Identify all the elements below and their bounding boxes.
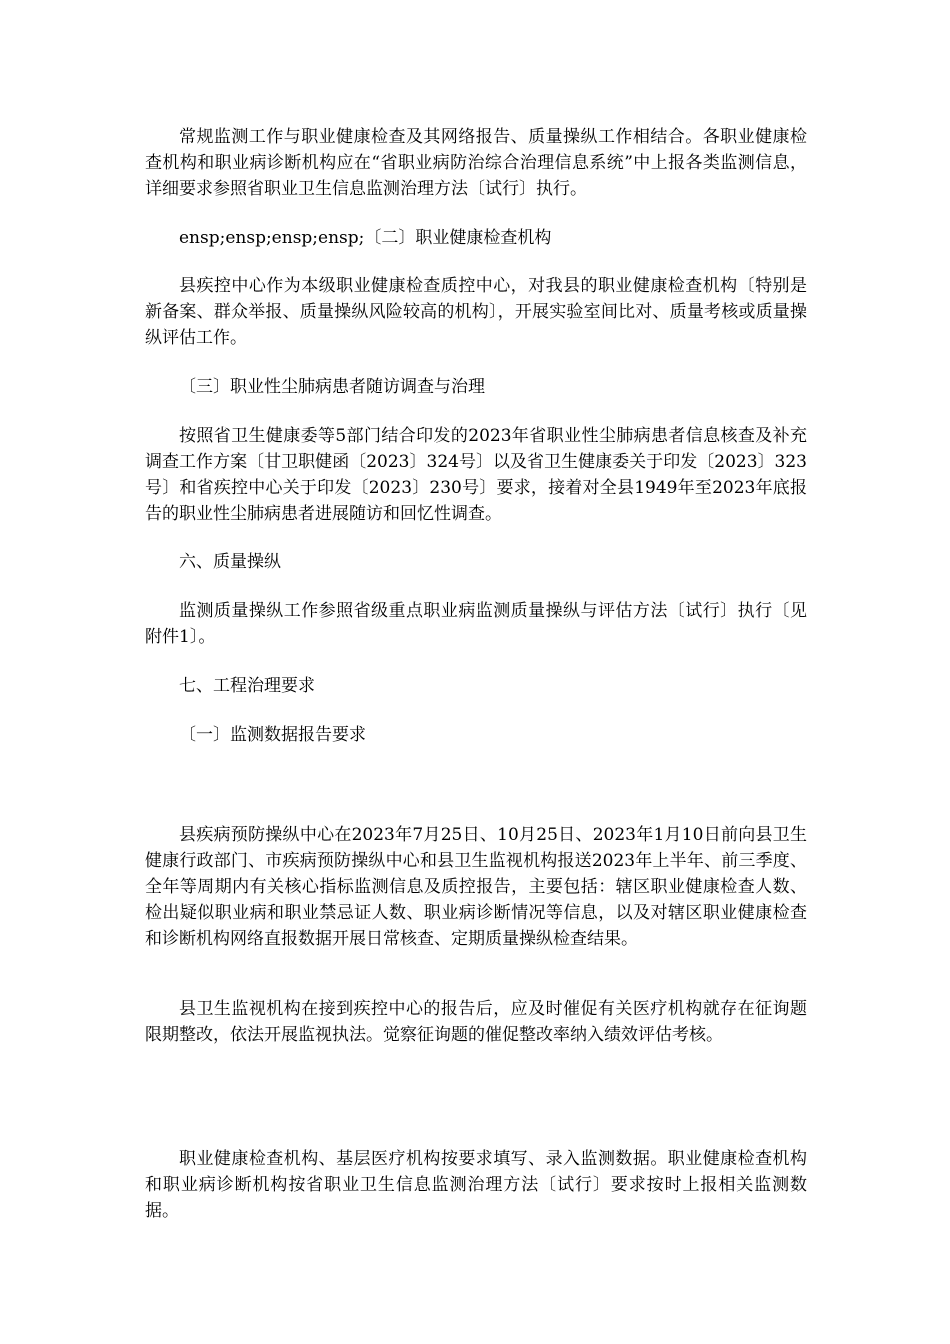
- paragraph-county-cdc-quality-control: 县疾控中心作为本级职业健康检查质控中心，对我县的职业健康检查机构〔特别是新备案、群众举报、质量操纵风险较高的机构〕，开展实验室间比对、质量考核或质量操纵评估工作。: [145, 276, 807, 348]
- heading-occupational-health-exam-institutions: ensp;ensp;ensp;ensp;〔二〕职业健康检查机构: [179, 228, 552, 248]
- paragraph-cdc-reporting-schedule: 县疾病预防操纵中心在2023年7月25日、10月25日、2023年1月10日前向县卫生健康行政部门、市疾病预防操纵中心和县卫生监视机构报送2023年上半年、前三季度、全年等周期内有关核心指标监测信息及质控报告，主要包括：辖区职业健康检查人数、检出疑似职业病和职业禁忌证人数、职业病诊断情况等信息，以及对辖区职业健康检查和诊断机构网络直报数据开展日常核查、定期质量操纵检查结果。: [145, 825, 807, 949]
- paragraph-data-entry-requirements: 职业健康检查机构、基层医疗机构按要求填写、录入监测数据。职业健康检查机构和职业病诊断机构按省职业卫生信息监测治理方法〔试行〕要求按时上报相关监测数据。: [145, 1149, 807, 1221]
- heading-quality-control: 六、质量操纵: [179, 552, 281, 572]
- heading-data-report-requirements: 〔一〕监测数据报告要求: [179, 725, 366, 745]
- heading-pneumoconiosis-followup: 〔三〕职业性尘肺病患者随访调查与治理: [179, 377, 485, 397]
- paragraph-quality-control-method: 监测质量操纵工作参照省级重点职业病监测质量操纵与评估方法〔试行〕执行〔见附件1〕。: [145, 601, 807, 647]
- paragraph-supervision-rectification: 县卫生监视机构在接到疾控中心的报告后，应及时催促有关医疗机构就存在征询题限期整改，依法开展监视执法。觉察征询题的催促整改率纳入绩效评估考核。: [145, 999, 807, 1045]
- paragraph-pneumoconiosis-survey: 按照省卫生健康委等5部门结合印发的2023年省职业性尘肺病患者信息核查及补充调查工作方案〔甘卫职健函〔2023〕324号〕以及省卫生健康委关于印发〔2023〕323号〕和省疾控中心关于印发〔2023〕230号〕要求，接着对全县1949年至2023年底报告的职业性尘肺病患者进展随访和回忆性调查。: [145, 426, 807, 524]
- paragraph-routine-monitoring: 常规监测工作与职业健康检查及其网络报告、质量操纵工作相结合。各职业健康检查机构和职业病诊断机构应在“省职业病防治综合治理信息系统”中上报各类监测信息，详细要求参照省职业卫生信息监测治理方法〔试行〕执行。: [145, 127, 807, 199]
- heading-project-management-requirements: 七、工程治理要求: [179, 676, 315, 696]
